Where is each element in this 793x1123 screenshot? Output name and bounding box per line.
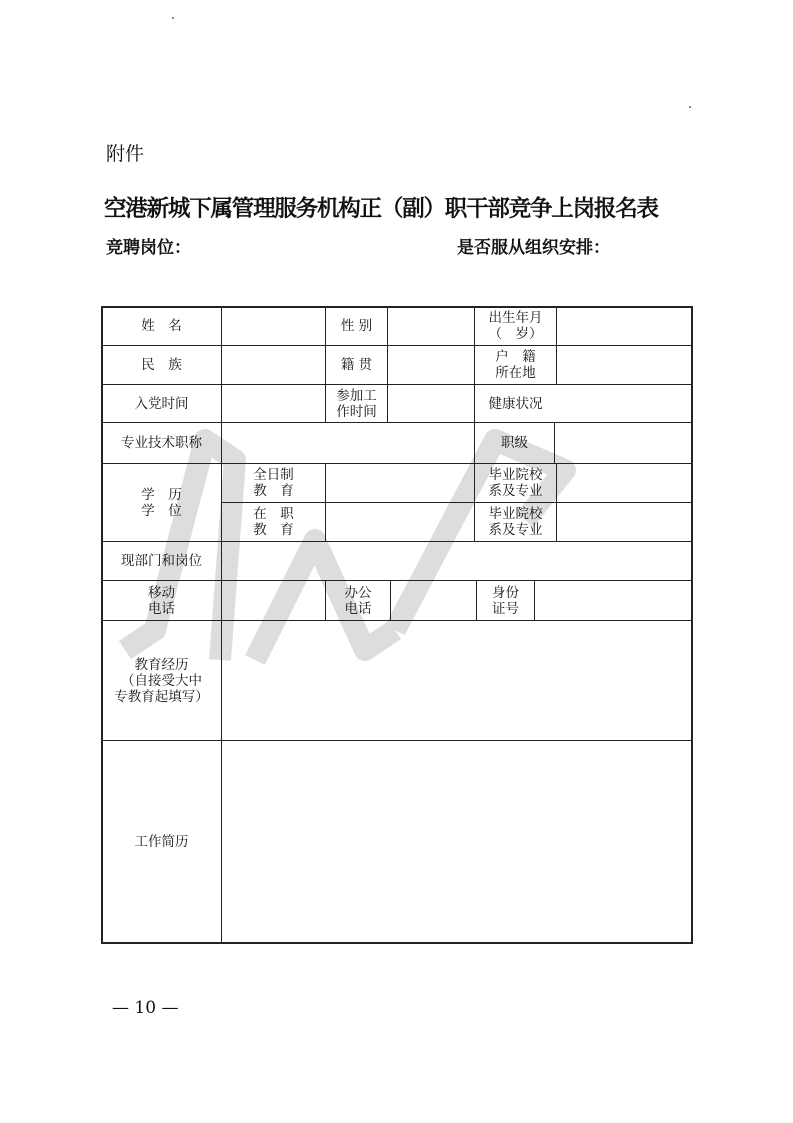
household-field[interactable]: [557, 346, 691, 384]
label-office-phone: 办公 电话: [344, 584, 372, 617]
ethnicity-field[interactable]: [222, 346, 325, 384]
label-work-start-date: 参加工 作时间: [336, 387, 377, 420]
position-label: 竞聘岗位：: [106, 238, 191, 258]
label-inservice-education: 在 职 教 育: [253, 506, 294, 538]
party-date-field[interactable]: [222, 385, 325, 422]
label-inservice-school-major: 毕业院校 系及专业: [488, 506, 543, 538]
label-job-level: 职级: [501, 435, 528, 451]
label-name: 姓 名: [141, 318, 182, 334]
label-mobile-phone: 移动 电话: [148, 584, 175, 617]
work-history-field[interactable]: [222, 741, 691, 942]
office-phone-field[interactable]: [391, 581, 476, 620]
professional-title-field[interactable]: [222, 423, 474, 463]
form-title: 空港新城下属管理服务机构正（副）职干部竞争上岗报名表: [104, 196, 658, 222]
inservice-degree-field[interactable]: [326, 503, 474, 541]
page-number: — 10 —: [112, 998, 179, 1018]
label-education-degree: 学 历 学 位: [141, 486, 182, 519]
education-history-field[interactable]: [222, 621, 691, 740]
health-field[interactable]: [557, 385, 691, 422]
scan-speck: [172, 17, 174, 19]
label-current-department: 现部门和岗位: [121, 553, 202, 569]
obey-arrangement-label: 是否服从组织安排：: [457, 238, 610, 258]
id-number-field[interactable]: [535, 581, 691, 620]
label-native-place: 籍 贯: [340, 357, 373, 373]
gender-field[interactable]: [388, 307, 474, 345]
job-level-field[interactable]: [555, 423, 691, 463]
attachment-label: 附件: [106, 143, 145, 165]
label-fulltime-school-major: 毕业院校 系及专业: [488, 467, 543, 499]
native-place-field[interactable]: [388, 346, 474, 384]
scan-speck: [689, 106, 691, 108]
label-ethnicity: 民 族: [141, 357, 182, 373]
label-party-join-date: 入党时间: [134, 395, 189, 412]
mobile-phone-field[interactable]: [222, 581, 325, 620]
inservice-school-field[interactable]: [557, 503, 691, 541]
fulltime-degree-field[interactable]: [326, 464, 474, 502]
label-professional-title: 专业技术职称: [121, 435, 202, 451]
fulltime-school-field[interactable]: [557, 464, 691, 502]
label-gender: 性 别: [340, 318, 373, 334]
label-id-number: 身份 证号: [492, 584, 519, 617]
label-fulltime-education: 全日制 教 育: [253, 467, 294, 499]
label-education-history: 教育经历 （自接受大中 专教育起填写）: [114, 656, 209, 705]
work-start-field[interactable]: [388, 385, 474, 422]
label-household-registration: 户 籍 所在地: [495, 349, 536, 381]
label-work-history: 工作简历: [134, 833, 189, 850]
current-department-field[interactable]: [222, 542, 691, 580]
birth-date-field[interactable]: [557, 307, 691, 345]
label-health-status: 健康状况: [488, 395, 543, 412]
name-field[interactable]: [222, 307, 325, 345]
label-birth-date: 出生年月 （ 岁）: [488, 310, 543, 342]
